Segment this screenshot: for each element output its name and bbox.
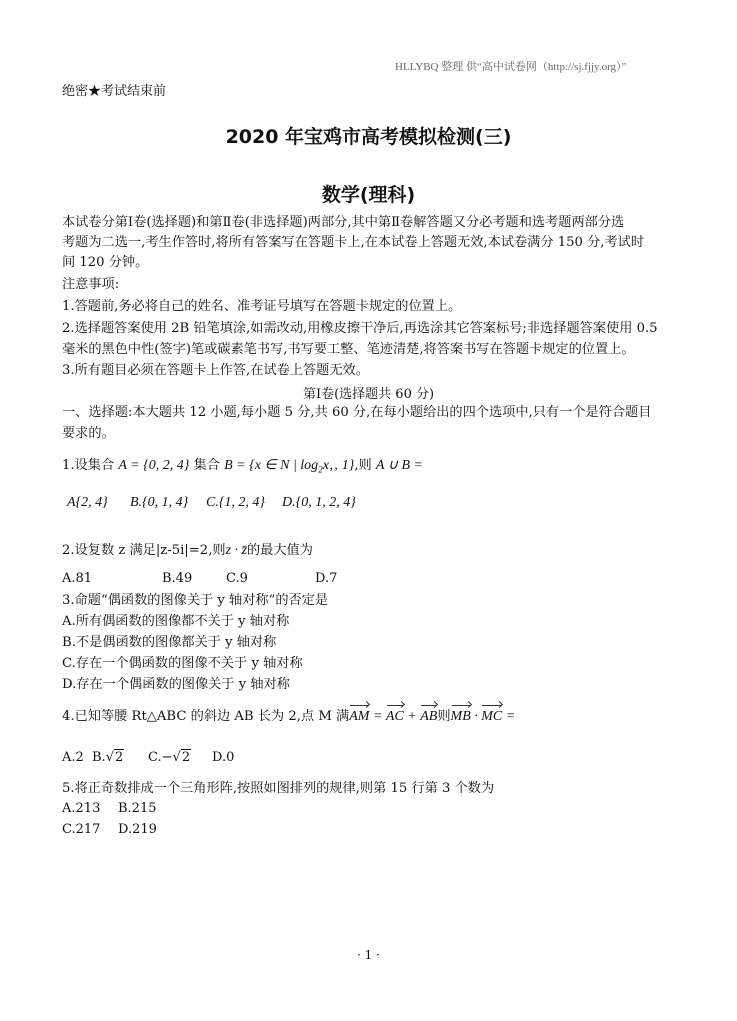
note-1: 1.答题前,务必将自己的姓名、准考证号填写在答题卡规定的位置上。	[62, 299, 462, 314]
exam-subtitle: 数学(理科)	[321, 184, 416, 206]
question-1-option-c: C.{1, 2, 4}	[206, 495, 266, 510]
question-4-option-c: C.−√2	[148, 750, 191, 765]
question-3-option-c: C.存在一个偶函数的图像不关于 y 轴对称	[62, 656, 303, 671]
vector-ab: AB	[420, 707, 437, 727]
vector-ac: AC	[386, 707, 404, 727]
intro-line-1: 本试卷分第Ⅰ卷(选择题)和第Ⅱ卷(非选择题)两部分,其中第Ⅱ卷解答题又分必考题和选考题两部分选	[62, 215, 625, 230]
question-5-stem: 5.将正奇数排成一个三角形阵,按照如图排列的规律,则第 15 行第 3 个数为	[62, 781, 495, 796]
intro-line-3: 间 120 分钟。	[62, 255, 149, 270]
question-5-option-c: C.217	[62, 822, 101, 837]
sqrt-symbol: √2	[105, 750, 124, 765]
vector-mb: MB	[451, 707, 471, 727]
question-3-option-b: B.不是偶函数的图像都关于 y 轴对称	[62, 635, 277, 650]
notes-heading: 注意事项:	[62, 277, 120, 292]
question-3-option-a: A.所有偶函数的图像都不关于 y 轴对称	[62, 614, 290, 629]
part1-line-2: 要求的。	[62, 426, 115, 441]
question-2-option-d: D.7	[315, 571, 338, 586]
question-4-stem: 4.已知等腰 Rt△ABC 的斜边 AB 长为 2,点 M 满AM = AC + AB则MB · MC =	[62, 707, 515, 727]
question-2-option-b: B.49	[162, 571, 193, 586]
question-5-option-b: B.215	[118, 801, 157, 816]
page-number: · 1 ·	[357, 948, 380, 962]
question-5-option-a: A.213	[62, 801, 101, 816]
note-2b: 毫米的黑色中性(签字)笔或碳素笔书写,书写要工整、笔迹清楚,将答案书写在答题卡规定的位置上。	[62, 342, 635, 357]
exam-title: 2020 年宝鸡市高考模拟检测(三)	[225, 126, 512, 148]
question-4-option-d: D.0	[212, 750, 235, 765]
question-4-option-b: B.√2	[92, 750, 124, 765]
question-1-stem: 1.设集合 A = {0, 2, 4} 集合 B = {x ∈ N | $\log_2x‚‚$ 1},则 A ∪ B =	[62, 458, 423, 475]
question-3-option-d: D.存在一个偶函数的图像关于 y 轴对称	[62, 677, 290, 692]
note-2a: 2.选择题答案使用 2B 铅笔填涂,如需改动,用橡皮擦干净后,再选涂其它答案标号;非选择题答案使用 0.5	[62, 321, 658, 336]
header-note: HLLYBQ 整理 供“高中试卷网（http://sj.fjjy.org）”	[395, 61, 627, 73]
question-3-stem: 3.命题“偶函数的图像关于 y 轴对称”的否定是	[62, 593, 329, 608]
vector-am: AM	[349, 707, 369, 727]
intro-line-2: 考题为二选一,考生作答时,将所有答案写在答题卡上,在本试卷上答题无效,本试卷满分 150 分,考试时	[62, 235, 645, 250]
question-2-option-c: C.9	[226, 571, 248, 586]
confidential-label: 绝密★考试结束前	[62, 84, 167, 99]
sqrt-symbol: √2	[172, 750, 191, 765]
question-4-option-a: A.2	[62, 750, 84, 765]
question-2-stem: 2.设复数 z 满足|z-5i|=2,则z · z̄的最大值为	[62, 543, 313, 558]
question-1-option-d: D.{0, 1, 2, 4}	[282, 495, 356, 510]
vector-mc: MC	[481, 707, 502, 727]
section-title: 第Ⅰ卷(选择题共 60 分)	[302, 387, 435, 402]
note-3: 3.所有题目必须在答题卡上作答,在试卷上答题无效。	[62, 363, 369, 378]
question-5-option-d: D.219	[118, 822, 157, 837]
question-2-option-a: A.81	[62, 571, 93, 586]
question-1-option-b: B.{0, 1, 4}	[130, 495, 189, 510]
question-1-option-a: A{2, 4}	[67, 495, 108, 510]
part1-line-1: 一、选择题:本大题共 12 小题,每小题 5 分,共 60 分,在每小题给出的四个选项中,只有一个是符合题目	[62, 405, 652, 420]
